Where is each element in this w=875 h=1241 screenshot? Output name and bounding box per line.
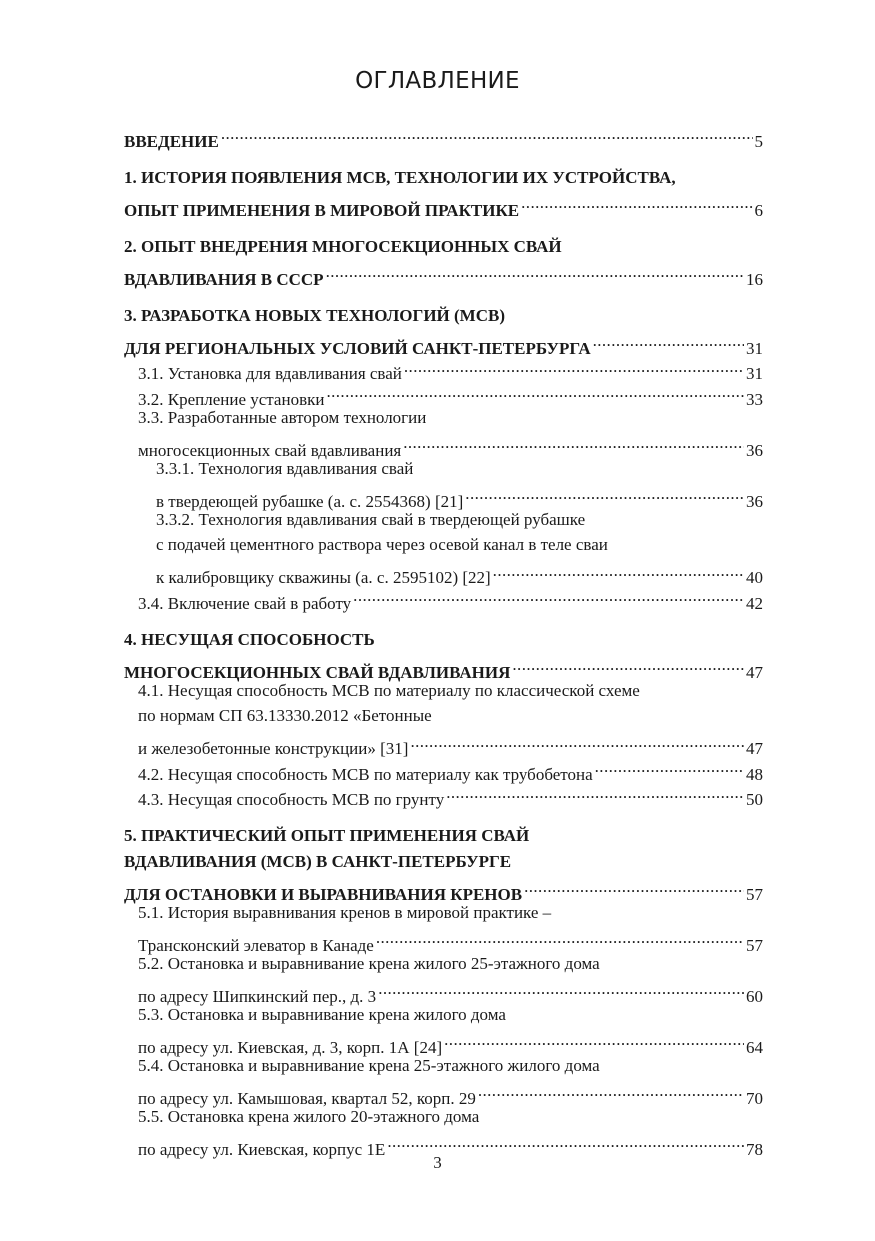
- toc-page-number: 5: [754, 131, 763, 151]
- toc-entry-5-1-line[interactable]: 5.1. История выравнивания кренов в мировой практике –: [138, 902, 552, 922]
- leader-dots: [478, 1078, 744, 1104]
- leader-dots: [524, 874, 744, 900]
- toc-entry-title: ДЛЯ РЕГИОНАЛЬНЫХ УСЛОВИЙ САНКТ-ПЕТЕРБУРГА: [124, 338, 591, 358]
- toc-page-number: 16: [746, 269, 763, 289]
- toc-entry-title: ВВЕДЕНИЕ: [124, 131, 219, 151]
- page-title: ОГЛАВЛЕНИЕ: [355, 68, 520, 94]
- leader-dots: [465, 481, 744, 507]
- leader-dots: [595, 754, 744, 780]
- leader-dots: [403, 430, 744, 456]
- table-of-contents: [124, 121, 763, 1159]
- toc-entry-4-line[interactable]: 4. НЕСУЩАЯ СПОСОБНОСТЬ: [124, 629, 375, 649]
- toc-entry-5-5-line[interactable]: 5.5. Остановка крена жилого 20-этажного дома: [138, 1106, 480, 1126]
- toc-entry-title: по адресу Шипкинский пер., д. 3: [138, 986, 377, 1006]
- toc-page-number: 47: [746, 739, 763, 758]
- toc-entry-3[interactable]: [124, 328, 763, 358]
- toc-page-number: 31: [746, 364, 763, 383]
- toc-page-number: 6: [754, 200, 763, 220]
- toc-page-number: 57: [746, 935, 763, 955]
- leader-dots: [593, 328, 744, 354]
- leader-dots: [326, 259, 744, 285]
- toc-page-number: 64: [746, 1037, 763, 1057]
- toc-entry-title: в твердеющей рубашке (а. с. 2554368) [21]: [156, 491, 464, 511]
- toc-page-number: 57: [746, 884, 763, 904]
- toc-entry-title: по адресу ул. Киевская, д. 3, корп. 1А [24]: [138, 1037, 443, 1057]
- toc-page-number: 47: [746, 662, 763, 682]
- toc-page-number: 36: [746, 491, 763, 511]
- toc-entry-3-3-2[interactable]: [124, 558, 763, 587]
- toc-entry-5-3-line[interactable]: 5.3. Остановка и выравнивание крена жилого дома: [138, 1004, 506, 1024]
- leader-dots: [387, 1129, 744, 1155]
- page-number: 3: [433, 1153, 442, 1172]
- toc-entry-title: ДЛЯ ОСТАНОВКИ И ВЫРАВНИВАНИЯ КРЕНОВ: [124, 884, 523, 904]
- leader-dots: [376, 925, 744, 951]
- toc-entry-title: ОПЫТ ПРИМЕНЕНИЯ В МИРОВОЙ ПРАКТИКЕ: [124, 200, 520, 220]
- toc-entry-4-1[interactable]: [124, 729, 763, 758]
- toc-entry-1[interactable]: [124, 190, 763, 220]
- toc-page-number: 60: [746, 986, 763, 1006]
- toc-entry-intro[interactable]: [124, 121, 763, 151]
- toc-entry-5-4[interactable]: [124, 1078, 763, 1108]
- toc-page-number: 48: [746, 764, 763, 784]
- leader-dots: [353, 583, 744, 609]
- toc-page-number: 42: [746, 593, 763, 613]
- leader-dots: [326, 379, 744, 405]
- toc-entry-5-2-line[interactable]: 5.2. Остановка и выравнивание крена жилого 25-этажного дома: [138, 953, 600, 973]
- toc-page-number: 31: [746, 338, 763, 358]
- toc-entry-3-3-2-line[interactable]: с подачей цементного раствора через осевой канал в теле сваи: [156, 535, 608, 554]
- leader-dots: [410, 729, 744, 755]
- leader-dots: [404, 354, 744, 380]
- toc-entry-3-3-1[interactable]: [124, 481, 763, 511]
- leader-dots: [512, 652, 744, 678]
- leader-dots: [493, 558, 744, 584]
- toc-entry-5-1[interactable]: [124, 925, 763, 955]
- toc-entry-3-3-1-line[interactable]: 3.3.1. Технология вдавливания свай: [156, 458, 414, 478]
- toc-entry-title: и железобетонные конструкции» [31]: [138, 739, 409, 758]
- toc-entry-title: по адресу ул. Камышовая, квартал 52, корп. 29: [138, 1088, 476, 1108]
- leader-dots: [378, 976, 744, 1002]
- leader-dots: [444, 1027, 744, 1053]
- toc-entry-3-3-line[interactable]: 3.3. Разработанные автором технологии: [138, 407, 427, 427]
- toc-entry-3-3-2-line[interactable]: 3.3.2. Технология вдавливания свай в твердеющей рубашке: [156, 509, 586, 529]
- leader-dots: [221, 121, 753, 147]
- toc-entry-5-2[interactable]: [124, 976, 763, 1006]
- leader-dots: [446, 780, 744, 806]
- toc-entry-3-line[interactable]: 3. РАЗРАБОТКА НОВЫХ ТЕХНОЛОГИЙ (МСВ): [124, 305, 506, 325]
- toc-page-number: 70: [746, 1088, 763, 1108]
- toc-entry-title: Трансконский элеватор в Канаде: [138, 935, 374, 955]
- toc-entry-title: по адресу ул. Киевская, корпус 1Е: [138, 1139, 386, 1159]
- toc-page-number: 36: [746, 440, 763, 460]
- toc-entry-title: к калибровщику скважины (а. с. 2595102) [22]: [156, 568, 491, 587]
- toc-entry-5-3[interactable]: [124, 1027, 763, 1057]
- leader-dots: [521, 190, 752, 216]
- toc-entry-title: МНОГОСЕКЦИОННЫХ СВАЙ ВДАВЛИВАНИЯ: [124, 662, 511, 682]
- toc-entry-title: 3.4. Включение свай в работу: [138, 593, 352, 613]
- toc-page-number: 50: [746, 790, 763, 809]
- toc-page-number: 33: [746, 389, 763, 409]
- toc-entry-title: многосекционных свай вдавливания: [138, 440, 402, 460]
- toc-entry-4-1-line[interactable]: по нормам СП 63.13330.2012 «Бетонные: [138, 706, 432, 725]
- toc-entry-title: 3.1. Установка для вдавливания свай: [138, 364, 402, 383]
- toc-entry-2-line[interactable]: 2. ОПЫТ ВНЕДРЕНИЯ МНОГОСЕКЦИОННЫХ СВАЙ: [124, 236, 562, 256]
- toc-entry-4-1-line[interactable]: 4.1. Несущая способность МСВ по материалу по классической схеме: [138, 680, 640, 700]
- toc-entry-1-line[interactable]: 1. ИСТОРИЯ ПОЯВЛЕНИЯ МСВ, ТЕХНОЛОГИИ ИХ УСТРОЙСТВА,: [124, 167, 676, 187]
- toc-entry-4[interactable]: [124, 652, 763, 682]
- toc-entry-5-line[interactable]: ВДАВЛИВАНИЯ (МСВ) В САНКТ-ПЕТЕРБУРГЕ: [124, 851, 512, 871]
- toc-entry-title: ВДАВЛИВАНИЯ В СССР: [124, 269, 324, 289]
- toc-entry-5-5[interactable]: [124, 1129, 763, 1159]
- toc-entry-2[interactable]: [124, 259, 763, 289]
- toc-page-number: 40: [746, 568, 763, 587]
- toc-entry-5-4-line[interactable]: 5.4. Остановка и выравнивание крена 25-этажного жилого дома: [138, 1055, 600, 1075]
- toc-entry-5[interactable]: [124, 874, 763, 904]
- toc-entry-3-3[interactable]: [124, 430, 763, 460]
- toc-entry-5-line[interactable]: 5. ПРАКТИЧЕСКИЙ ОПЫТ ПРИМЕНЕНИЯ СВАЙ: [124, 826, 530, 845]
- toc-entry-title: 4.3. Несущая способность МСВ по грунту: [138, 790, 445, 809]
- toc-page-number: 78: [746, 1139, 763, 1159]
- toc-entry-title: 4.2. Несущая способность МСВ по материалу как трубобетона: [138, 764, 593, 784]
- toc-entry-title: 3.2. Крепление установки: [138, 389, 325, 409]
